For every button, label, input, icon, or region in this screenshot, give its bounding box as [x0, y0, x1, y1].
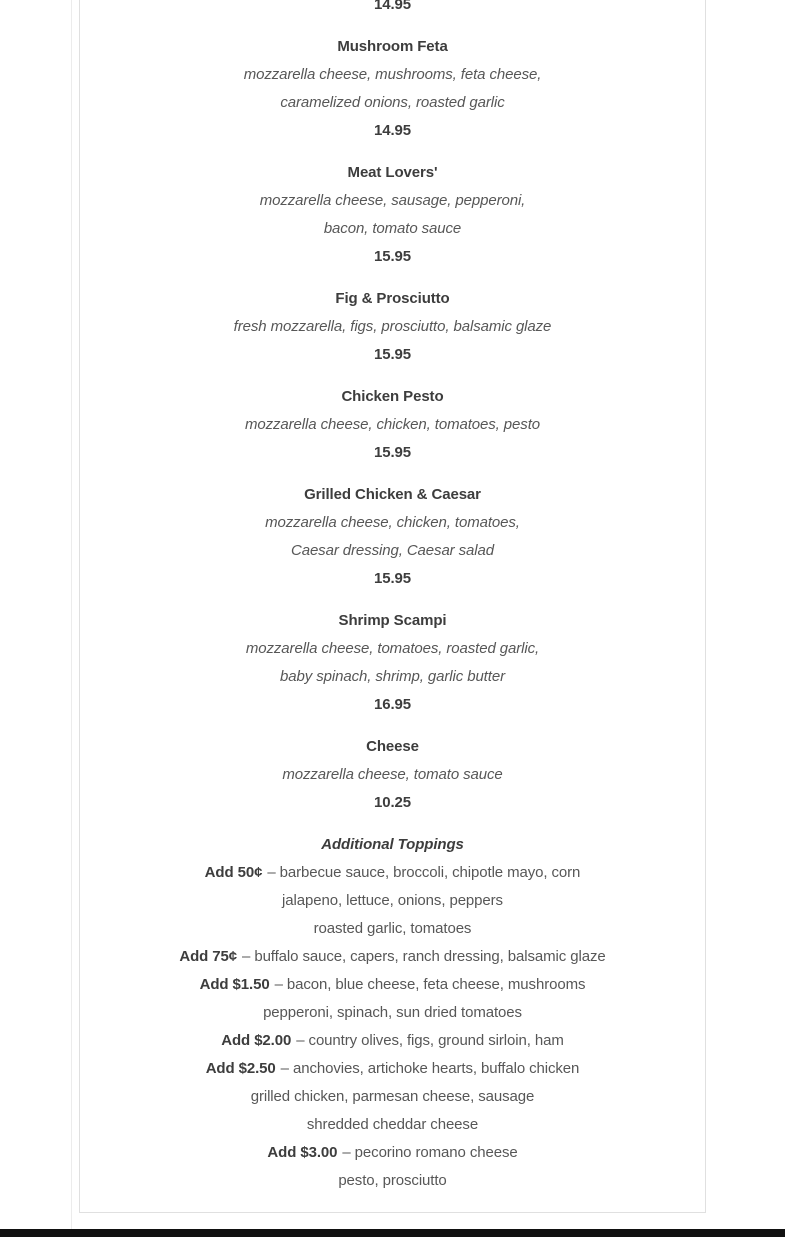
- toppings-ingredients: – anchovies, artichoke hearts, buffalo chicken: [280, 1060, 580, 1077]
- item-price: 10.25: [373, 794, 412, 811]
- toppings-ingredients: pesto, prosciutto: [338, 1172, 447, 1189]
- toppings-price-label: Add 50¢: [204, 864, 263, 881]
- left-column-divider: [71, 0, 72, 1237]
- toppings-ingredients: roasted garlic, tomatoes: [313, 920, 472, 937]
- toppings-ingredients: – pecorino romano cheese: [342, 1144, 518, 1161]
- item-name: Fig & Prosciutto: [335, 290, 450, 307]
- item-description: Caesar dressing, Caesar salad: [290, 542, 495, 559]
- toppings-ingredients: pepperoni, spinach, sun dried tomatoes: [263, 1004, 522, 1021]
- toppings-line: [80, 1055, 705, 1083]
- toppings-ingredients: jalapeno, lettuce, onions, peppers: [282, 892, 503, 909]
- toppings-line: [80, 1083, 705, 1111]
- item-description: bacon, tomato sauce: [323, 220, 462, 237]
- menu-item: [80, 285, 705, 369]
- menu-item: [80, 607, 705, 719]
- toppings-ingredients: – barbecue sauce, broccoli, chipotle mayo, corn: [267, 864, 581, 881]
- toppings-price-label: Add $3.00: [267, 1144, 338, 1161]
- item-price: 14.95: [373, 0, 412, 13]
- item-description: mozzarella cheese, chicken, tomatoes, pesto: [244, 416, 541, 433]
- item-price: 15.95: [373, 346, 412, 363]
- item-name: Grilled Chicken & Caesar: [304, 486, 481, 503]
- toppings-line: [80, 1027, 705, 1055]
- item-price: 16.95: [373, 696, 412, 713]
- menu-item-partial: [80, 0, 705, 19]
- item-name: Mushroom Feta: [337, 38, 448, 55]
- toppings-line: [80, 971, 705, 999]
- toppings-line: [80, 1139, 705, 1167]
- menu-item: [80, 33, 705, 145]
- item-name: Meat Lovers': [347, 164, 438, 181]
- item-description: mozzarella cheese, tomato sauce: [282, 766, 503, 783]
- menu-card: [79, 0, 706, 1213]
- toppings-line: [80, 915, 705, 943]
- item-price: 15.95: [373, 248, 412, 265]
- item-description: baby spinach, shrimp, garlic butter: [280, 668, 505, 685]
- item-name: Cheese: [366, 738, 419, 755]
- toppings-price-label: Add 75¢: [179, 948, 238, 965]
- toppings-line: [80, 943, 705, 971]
- toppings-price-label: Add $1.50: [199, 976, 270, 993]
- toppings-ingredients: – country olives, figs, ground sirloin, ham: [296, 1032, 564, 1049]
- toppings-price-label: Add $2.50: [205, 1060, 276, 1077]
- menu-item: [80, 159, 705, 271]
- toppings-line: [80, 887, 705, 915]
- item-description: mozzarella cheese, chicken, tomatoes,: [265, 514, 520, 531]
- menu-item: [80, 383, 705, 467]
- toppings-line: [80, 999, 705, 1027]
- item-description: caramelized onions, roasted garlic: [280, 94, 505, 111]
- menu-body: [80, 0, 705, 1195]
- menu-item: [80, 733, 705, 817]
- additional-toppings-section: [80, 831, 705, 1195]
- item-name: Chicken Pesto: [341, 388, 444, 405]
- toppings-ingredients: shredded cheddar cheese: [306, 1116, 479, 1133]
- item-name: Shrimp Scampi: [338, 612, 447, 629]
- toppings-title: Additional Toppings: [321, 836, 464, 853]
- item-price: 14.95: [373, 122, 412, 139]
- footer-bar: [0, 1229, 785, 1237]
- toppings-line: [80, 859, 705, 887]
- toppings-ingredients: – bacon, blue cheese, feta cheese, mushrooms: [274, 976, 586, 993]
- item-price: 15.95: [373, 570, 412, 587]
- toppings-ingredients: – buffalo sauce, capers, ranch dressing, balsamic glaze: [242, 948, 606, 965]
- toppings-ingredients: grilled chicken, parmesan cheese, sausage: [250, 1088, 535, 1105]
- item-description: mozzarella cheese, sausage, pepperoni,: [259, 192, 526, 209]
- menu-item: [80, 481, 705, 593]
- item-description: mozzarella cheese, mushrooms, feta cheese,: [243, 66, 542, 83]
- item-description: mozzarella cheese, tomatoes, roasted garlic,: [245, 640, 540, 657]
- item-price: 15.95: [373, 444, 412, 461]
- toppings-line: [80, 1167, 705, 1195]
- toppings-price-label: Add $2.00: [221, 1032, 292, 1049]
- toppings-line: [80, 1111, 705, 1139]
- item-description: fresh mozzarella, figs, prosciutto, balsamic glaze: [233, 318, 552, 335]
